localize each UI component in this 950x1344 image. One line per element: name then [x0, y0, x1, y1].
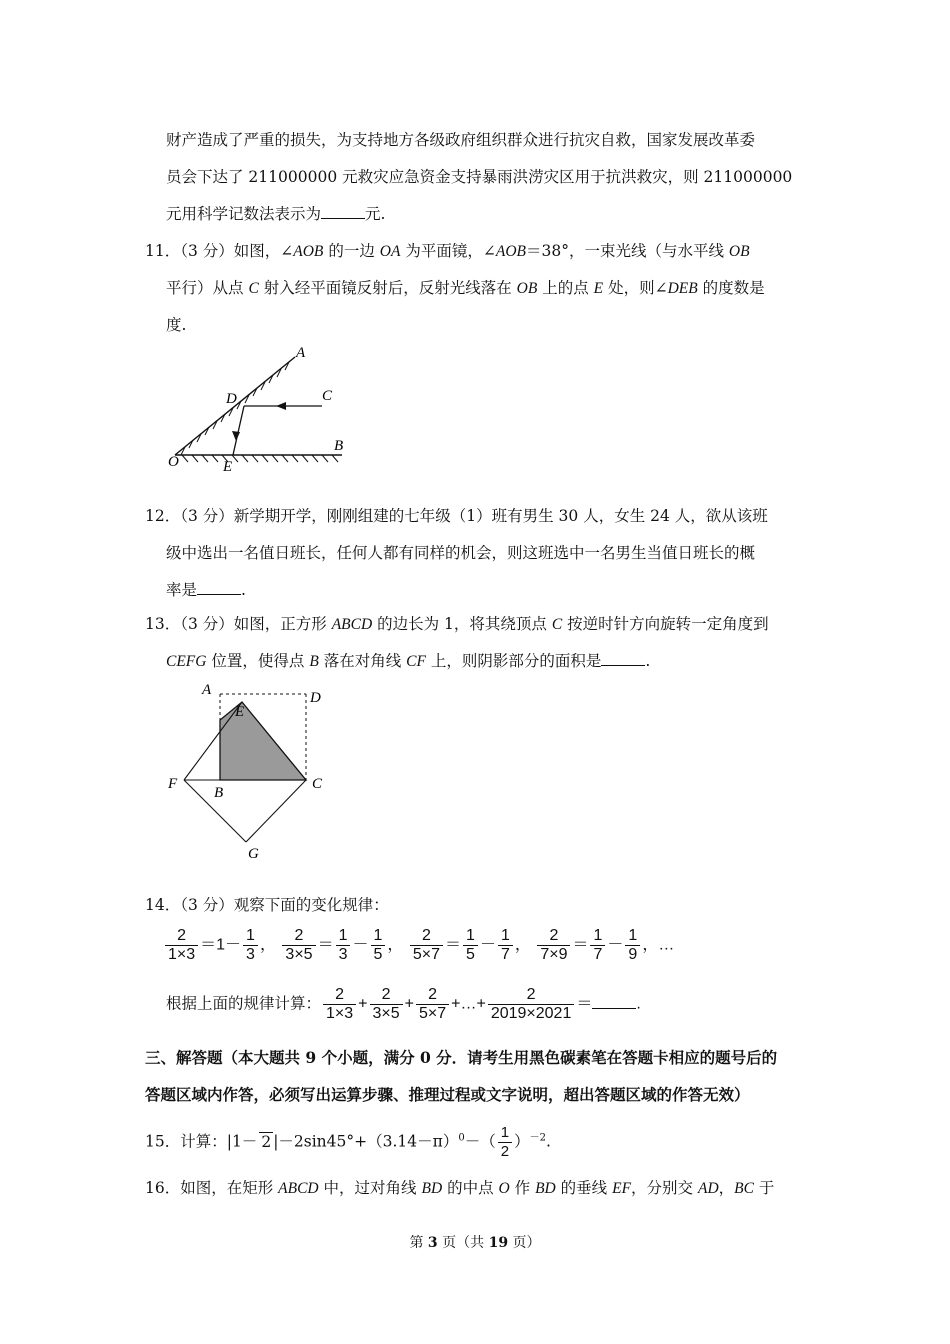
q10-line1: 财产造成了严重的损失，为支持地方各级政府组织群众进行抗灾自救，国家发展改革委 [166, 131, 756, 149]
label-D: D [310, 690, 321, 706]
fraction: $\frac{2}{5\times 7}$ [410, 927, 443, 964]
fraction: $\frac{2}{2019\times 2021}$ [488, 986, 575, 1023]
q14-line1: 14．（3 分）观察下面的变化规律： [145, 896, 389, 914]
q16-line: 16．如图，在矩形 ABCD 中，过对角线 BD 的中点 O 作 BD 的垂线 EF，分别交 AD，BC 于 [145, 1179, 775, 1197]
page-footer: 第 3 页（共 19 页） [409, 1235, 541, 1251]
q11-line2: 平行）从点 C 射入经平面镜反射后，反射光线落在 OB 上的点 E 处，则∠DEB 的度数是 [166, 279, 765, 297]
label-A: A [202, 682, 212, 698]
q14-pattern-row: $\frac{2}{1\times 3}$ ＝1－ $\frac{1}{3}$ ， $\frac{2}{3\times 5}$ ＝ $\frac{1}{3}$ － $\frac{1}{5}$ ， $\frac{2}{5\times 7}$ ＝ $\frac{1}{5}$ － $\frac{1}{7}$ ， $\frac{2}{7\times 9}$ ＝ $\frac{1}{7}$ － $\frac{1}{9}$ ，… [163, 927, 674, 964]
fraction: $\frac{1}{3}$ [243, 927, 258, 964]
label-B: B [214, 785, 224, 801]
q13-line2: CEFG 位置，使得点 B 落在对角线 CF 上，则阴影部分的面积是 . [166, 652, 651, 670]
q12-line2: 级中选出一名值日班长，任何人都有同样的机会，则这班选中一名男生当值日班长的概 [166, 544, 756, 562]
label-C: C [322, 388, 333, 404]
sqrt: 2 [261, 1132, 272, 1151]
answer-blank [592, 994, 636, 1009]
q13-square-figure [160, 680, 340, 865]
label-G: G [248, 846, 259, 862]
fraction: $\frac{1}{5}$ [371, 927, 386, 964]
answer-blank [601, 651, 645, 666]
q11-mirror-figure [160, 340, 360, 475]
fraction: $\frac{2}{3\times 5}$ [282, 927, 315, 964]
fraction: $\frac{1}{2}$ [498, 1124, 512, 1161]
label-E: E [223, 459, 233, 475]
fraction: $\frac{2}{1\times 3}$ [323, 986, 356, 1023]
label-B: B [334, 438, 344, 454]
label-D: D [226, 391, 237, 407]
label-F: F [168, 776, 178, 792]
q15-line: 15．计算：|1－ 2 $|-2\sin 45^\circ+(3.14-\pi)^0-$（ $\frac{1}{2}$ ）$^{-2}$. [145, 1124, 551, 1160]
fraction: $\frac{2}{1\times 3}$ [165, 927, 198, 964]
fraction: $\frac{1}{7}$ [590, 927, 605, 964]
answer-blank [321, 204, 365, 219]
section3-line2: 答题区域内作答，必须写出运算步骤、推理过程或文字说明，超出答题区域的作答无效） [145, 1085, 750, 1104]
label-O: O [168, 454, 179, 470]
answer-blank [197, 580, 241, 595]
q11-line3: 度. [166, 316, 187, 334]
fraction: $\frac{1}{5}$ [463, 927, 478, 964]
q11-line1: 11．（3 分）如图，∠AOB 的一边 OA 为平面镜，∠AOB＝38°，一束光线（与水平线 OB [145, 242, 750, 260]
q10-line3: 元用科学记数法表示为 元. [166, 205, 386, 223]
label-C: C [312, 776, 323, 792]
fraction: $\frac{1}{9}$ [625, 927, 640, 964]
fraction: $\frac{1}{3}$ [336, 927, 351, 964]
fraction: $\frac{2}{5\times 7}$ [416, 986, 449, 1023]
q12-line1: 12．（3 分）新学期开学，刚刚组建的七年级（1）班有男生 30 人，女生 24 人，欲从该班 [145, 507, 768, 525]
label-E: E [235, 704, 245, 720]
fraction: $\frac{2}{3\times 5}$ [370, 986, 403, 1023]
q10-line2: 员会下达了 211000000 元救灾应急资金支持暴雨洪涝灾区用于抗洪救灾，则 211000000 [166, 168, 793, 186]
q14-calc-row: 根据上面的规律计算： $\frac{2}{1\times 3}$ + $\frac{2}{3\times 5}$ + $\frac{2}{5\times 7}$ +…+ $\frac{2}{2019\times 2021}$ ＝ . [166, 986, 641, 1022]
q12-line3: 率是 . [166, 581, 246, 599]
fraction: $\frac{2}{7\times 9}$ [537, 927, 570, 964]
section3-line1: 三、解答题（本大题共 9 个小题，满分 0 分．请考生用黑色碳素笔在答题卡相应的题号后的 [145, 1048, 778, 1067]
q13-line1: 13．（3 分）如图，正方形 ABCD 的边长为 1，将其绕顶点 C 按逆时针方向旋转一定角度到 [145, 615, 769, 633]
fraction: $\frac{1}{7}$ [498, 927, 513, 964]
label-A: A [296, 345, 306, 361]
